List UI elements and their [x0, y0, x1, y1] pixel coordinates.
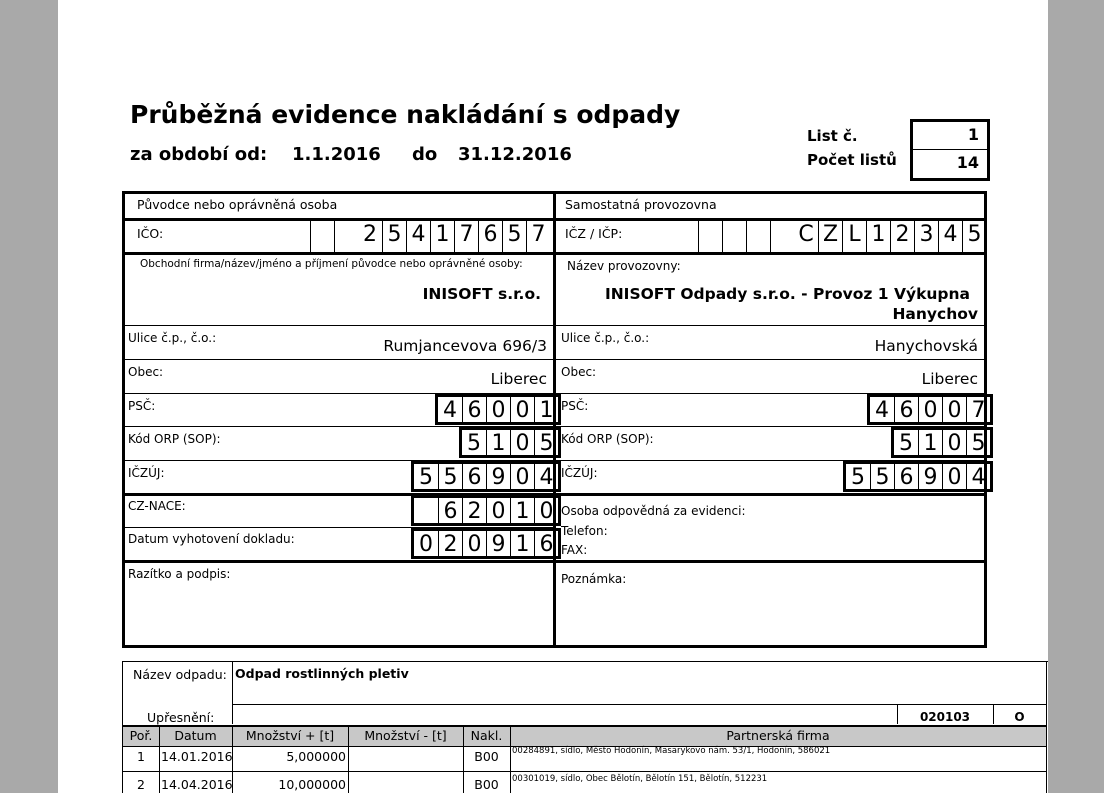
sheet-number: 1 — [913, 122, 987, 150]
digit-cell: 6 — [462, 397, 486, 422]
digit-cell: 2 — [438, 531, 462, 556]
left-city: Liberec — [490, 370, 547, 388]
ico-digits — [358, 221, 550, 252]
row-nakl: B00 — [474, 777, 499, 792]
row-plus: 5,000000 — [286, 749, 346, 764]
row-line — [123, 771, 1046, 772]
digit-cell: 2 — [462, 498, 486, 523]
row-line — [232, 704, 1046, 705]
digit-cell: 0 — [419, 532, 433, 557]
digit-cell: 0 — [942, 397, 966, 422]
digit-cell: 4 — [443, 398, 457, 423]
left-iczuj-label: IČZÚJ: — [128, 466, 165, 480]
sheets-count-label: Počet listů — [807, 151, 897, 169]
date-digits — [411, 528, 561, 559]
left-iczuj-digits — [411, 461, 561, 492]
right-iczuj-label: IČZÚJ: — [561, 466, 598, 480]
digit-cell: 7 — [454, 221, 478, 252]
digit-cell: 1 — [534, 397, 558, 422]
period-from: 1.1.2016 — [292, 144, 381, 165]
row-date: 14.04.2016 — [161, 777, 233, 792]
digit-cell: 4 — [534, 464, 558, 489]
left-street: Rumjancevova 696/3 — [383, 337, 547, 355]
sheet-box — [910, 119, 990, 181]
note-label: Poznámka: — [561, 572, 627, 586]
row-partner: 00301019, sídlo, Obec Bělotín, Bělotín 151, Bělotín, 512231 — [512, 774, 768, 784]
date-label: Datum vyhotovení dokladu: — [128, 532, 295, 546]
digit-cell: 7 — [526, 221, 550, 252]
col-date: Datum — [174, 728, 217, 743]
premise-name-label: Název provozovny: — [567, 259, 681, 273]
digit-cell: 6 — [894, 397, 918, 422]
digit-cell: 9 — [918, 464, 942, 489]
right-section-title: Samostatná provozovna — [565, 197, 717, 212]
digit-cell: 1 — [486, 430, 510, 455]
waste-category: O — [1014, 710, 1025, 724]
digit-cell: 5 — [962, 221, 986, 252]
digit-cell: 5 — [467, 431, 481, 456]
digit-cell: 0 — [486, 397, 510, 422]
digit-cell: 5 — [502, 221, 526, 252]
cell-divider — [232, 704, 233, 724]
col-nakl: Nakl. — [470, 728, 503, 743]
digit-cell: 0 — [486, 498, 510, 523]
digit-cell: 5 — [534, 430, 558, 455]
col-partner: Partnerská firma — [726, 728, 830, 743]
phone-label: Telefon: — [561, 524, 608, 538]
row-date: 14.01.2016 — [161, 749, 233, 764]
sheet-label: List č. — [807, 127, 858, 145]
right-city: Liberec — [921, 370, 978, 388]
right-city-label: Obec: — [561, 365, 597, 379]
ico-label: IČO: — [137, 226, 164, 241]
responsible-label: Osoba odpovědná za evidenci: — [561, 504, 746, 518]
digit-cell: 9 — [486, 464, 510, 489]
right-orp-label: Kód ORP (SOP): — [561, 432, 654, 446]
digit-cell: 5 — [438, 464, 462, 489]
digit-cell: 1 — [510, 498, 534, 523]
fax-label: FAX: — [561, 543, 588, 557]
digit-cell: Z — [818, 221, 842, 252]
stamp-label: Razítko a podpis: — [128, 567, 231, 581]
right-psc-digits — [867, 394, 993, 425]
entity-frame — [122, 191, 987, 648]
right-street: Hanychovská — [874, 337, 978, 355]
period-to: 31.12.2016 — [458, 144, 572, 165]
nace-digits — [411, 495, 561, 526]
digit-cell: 6 — [534, 531, 558, 556]
col-no: Poř. — [129, 728, 153, 743]
empty-digit-divider — [334, 221, 335, 252]
left-psc-label: PSČ: — [128, 399, 156, 413]
icz-label: IČZ / IČP: — [565, 226, 623, 241]
digit-cell: 6 — [894, 464, 918, 489]
page-title: Průběžná evidence nakládání s odpady — [130, 100, 681, 129]
digit-cell: 5 — [419, 465, 433, 490]
digit-cell: 6 — [438, 498, 462, 523]
digit-cell: 0 — [510, 464, 534, 489]
icz-digits — [794, 221, 986, 252]
row-line — [125, 252, 984, 255]
sheets-count: 14 — [956, 153, 979, 172]
empty-digit-divider — [746, 221, 747, 252]
digit-cell: 0 — [510, 430, 534, 455]
digit-cell: 0 — [534, 498, 558, 523]
left-orp-digits — [459, 427, 561, 458]
empty-digit-divider — [722, 221, 723, 252]
digit-cell: 0 — [462, 531, 486, 556]
digit-cell: 5 — [966, 430, 990, 455]
left-street-label: Ulice č.p., č.o.: — [128, 331, 217, 345]
digit-cell: 0 — [918, 397, 942, 422]
digit-cell: 2 — [363, 222, 377, 247]
empty-digit-divider — [698, 221, 699, 252]
digit-cell: 2 — [890, 221, 914, 252]
spec-label: Upřesnění: — [147, 710, 215, 725]
row-no: 1 — [137, 749, 145, 764]
digit-cell: 7 — [966, 397, 990, 422]
period-to-label: do — [412, 144, 438, 165]
premise-name-line1: INISOFT Odpady s.r.o. - Provoz 1 Výkupna — [604, 285, 970, 303]
digit-cell: 6 — [462, 464, 486, 489]
premise-name-line2: Hanychov — [892, 305, 978, 323]
waste-name: Odpad rostlinných pletiv — [235, 666, 409, 681]
row-line — [125, 325, 984, 326]
digit-cell: 4 — [938, 221, 962, 252]
waste-name-label: Název odpadu: — [133, 667, 227, 682]
digit-cell-empty — [414, 498, 438, 523]
digit-cell: 0 — [510, 397, 534, 422]
company-name: INISOFT s.r.o. — [422, 285, 541, 303]
digit-cell: 3 — [914, 221, 938, 252]
digit-cell: 1 — [866, 221, 890, 252]
company-label: Obchodní firma/název/jméno a příjmení původce nebo oprávněné osoby: — [140, 258, 523, 270]
digit-cell: 4 — [406, 221, 430, 252]
document-page — [58, 0, 1048, 793]
nace-label: CZ-NACE: — [128, 499, 186, 513]
right-orp-digits — [891, 427, 993, 458]
right-psc-label: PSČ: — [561, 399, 589, 413]
right-iczuj-digits — [843, 461, 993, 492]
digit-cell: 1 — [918, 430, 942, 455]
left-orp-label: Kód ORP (SOP): — [128, 432, 221, 446]
waste-table — [122, 661, 1048, 793]
digit-cell: 4 — [966, 464, 990, 489]
right-street-label: Ulice č.p., č.o.: — [561, 331, 650, 345]
row-partner: 00284891, sídlo, Město Hodonín, Masarykovo nám. 53/1, Hodonín, 586021 — [512, 746, 831, 756]
digit-cell: 1 — [430, 221, 454, 252]
row-line — [125, 359, 984, 360]
digit-cell: 6 — [478, 221, 502, 252]
left-psc-digits — [435, 394, 561, 425]
left-city-label: Obec: — [128, 365, 164, 379]
digit-cell: L — [842, 221, 866, 252]
digit-cell: 4 — [875, 398, 889, 423]
row-plus: 10,000000 — [278, 777, 346, 792]
digit-cell: 0 — [942, 464, 966, 489]
col-plus: Množství + [t] — [245, 728, 335, 743]
row-line — [125, 560, 984, 563]
cell-divider — [232, 662, 233, 704]
period-label: za období od: — [130, 144, 268, 165]
empty-digit-divider — [770, 221, 771, 252]
digit-cell: 5 — [870, 464, 894, 489]
digit-cell: 5 — [382, 221, 406, 252]
row-no: 2 — [137, 777, 145, 792]
digit-cell: 5 — [851, 465, 865, 490]
waste-code: 020103 — [919, 710, 971, 724]
empty-digit-divider — [310, 221, 311, 252]
digit-cell: 9 — [486, 531, 510, 556]
digit-cell: 5 — [899, 431, 913, 456]
table-right-edge — [1046, 662, 1047, 793]
digit-cell: 1 — [510, 531, 534, 556]
row-nakl: B00 — [474, 749, 499, 764]
digit-cell: C — [798, 222, 814, 247]
left-section-title: Původce nebo oprávněná osoba — [137, 197, 338, 212]
col-minus: Množství - [t] — [364, 728, 447, 743]
digit-cell: 0 — [942, 430, 966, 455]
